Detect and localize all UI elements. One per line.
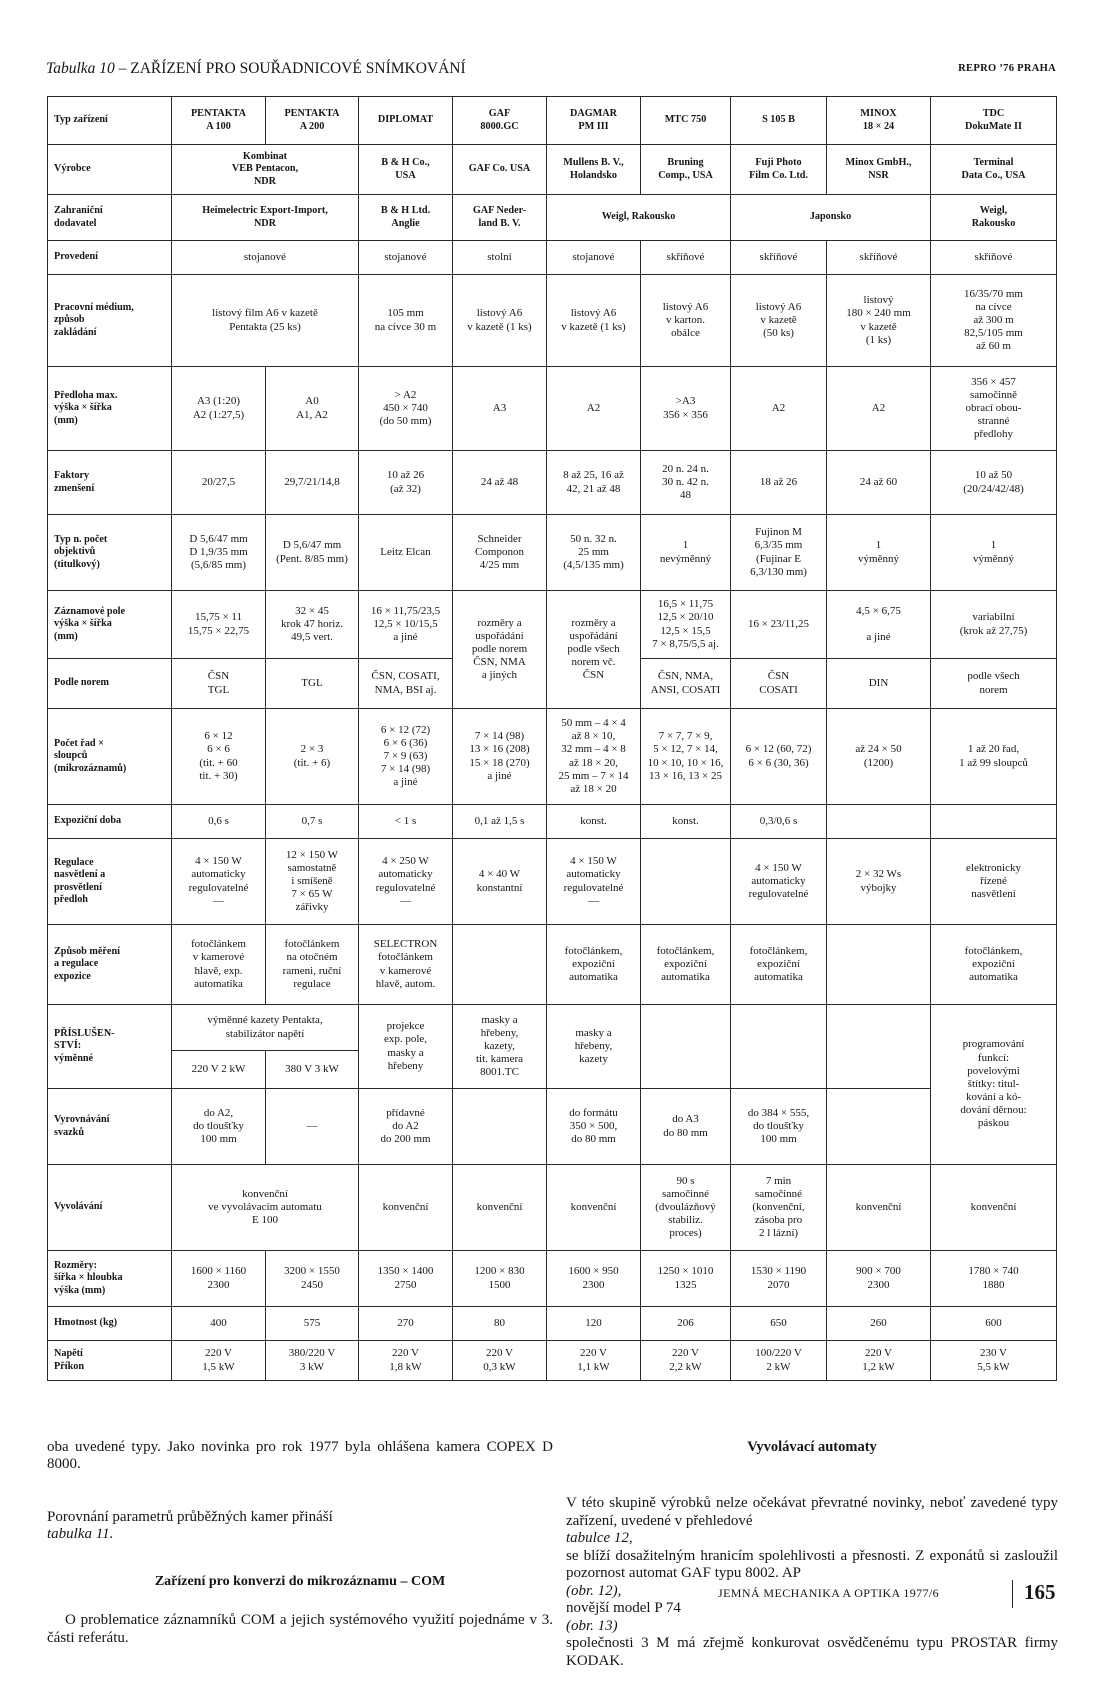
cell: 2 × 32 Ws výbojky: [827, 839, 931, 925]
cell: 3200 × 1550 2450: [266, 1251, 359, 1307]
cell: až 24 × 50 (1200): [827, 709, 931, 805]
cell: 6 × 12 (72) 6 × 6 (36) 7 × 9 (63) 7 × 14 (98) a jiné: [359, 709, 453, 805]
cell: 600: [931, 1307, 1057, 1341]
cell: variabilní (krok až 27,75): [931, 591, 1057, 659]
cell: 220 V 0,3 kW: [453, 1341, 547, 1381]
cell: skříňové: [731, 241, 827, 275]
cell: > A2 450 × 740 (do 50 mm): [359, 367, 453, 451]
cell: 2 × 3 (tit. + 6): [266, 709, 359, 805]
row-label: PŘÍSLUŠEN- STVÍ: výměnné: [48, 1005, 172, 1089]
cell: rozměry a uspořádání podle všech norem vč. ČSN: [547, 591, 641, 709]
cell: 650: [731, 1307, 827, 1341]
cell: programování funkcí: povelovými štítky: titul- kování a kó- dování děrnou: páskou: [931, 1005, 1057, 1165]
cell: 220 V 1,1 kW: [547, 1341, 641, 1381]
paragraph-text: se blíží dosažitelným hranicím spolehlivosti a přesnosti. Z exponátů si zasloužil pozornost automat GAF typu 8002. AP: [566, 1547, 1058, 1581]
paragraph: O problematice záznamníků COM a jejich systémového využití pojednáme v 3. části referátu.: [47, 1612, 553, 1646]
paragraph: [47, 1491, 553, 1544]
cell: GAF Co. USA: [453, 145, 547, 195]
row-label: Podle norem: [48, 659, 172, 709]
cell: 0,6 s: [172, 805, 266, 839]
cell: konvenční: [827, 1165, 931, 1251]
cell: do A2, do tloušťky 100 mm: [172, 1089, 266, 1165]
figure-reference: (obr. 12),: [566, 1582, 622, 1599]
cell: 270: [359, 1307, 453, 1341]
cell: konst.: [641, 805, 731, 839]
cell: 230 V 5,5 kW: [931, 1341, 1057, 1381]
cell: A2: [547, 367, 641, 451]
comparison-table: [47, 96, 1057, 1381]
cell: fotočlánkem na otočném rameni, ruční regulace: [266, 925, 359, 1005]
right-column: [566, 1421, 1058, 1688]
cell: Kombinat VEB Pentacon, NDR: [172, 145, 359, 195]
cell: listový 180 × 240 mm v kazetě (1 ks): [827, 275, 931, 367]
cell: 1 výměnný: [827, 515, 931, 591]
cell: 220 V 1,8 kW: [359, 1341, 453, 1381]
cell: 7 × 14 (98) 13 × 16 (208) 15 × 18 (270) a jiné: [453, 709, 547, 805]
cell: Minox GmbH., NSR: [827, 145, 931, 195]
cell: 4 × 250 W automaticky regulovatelné —: [359, 839, 453, 925]
row-label: Napětí Příkon: [48, 1341, 172, 1381]
cell: 220 V 2 kW: [172, 1051, 266, 1089]
row-label: Předloha max. výška × šířka (mm): [48, 367, 172, 451]
cell: D 5,6/47 mm D 1,9/35 mm (5,6/85 mm): [172, 515, 266, 591]
row-label: Typ n. počet objektivů (titulkový): [48, 515, 172, 591]
row-label: Rozměry: šířka × hloubka výška (mm): [48, 1251, 172, 1307]
cell: 1530 × 1190 2070: [731, 1251, 827, 1307]
table-reference: tabulce 12,: [566, 1530, 633, 1546]
cell: 24 až 48: [453, 451, 547, 515]
cell: ČSN, COSATI, NMA, BSI aj.: [359, 659, 453, 709]
row-label: Výrobce: [48, 145, 172, 195]
cell: konvenční: [931, 1165, 1057, 1251]
cell: rozměry a uspořádání podle norem ČSN, NMA a jiných: [453, 591, 547, 709]
row-label: Počet řad × sloupců (mikrozáznamů): [48, 709, 172, 805]
device-name: MINOX 18 × 24: [827, 97, 931, 145]
device-name: S 105 B: [731, 97, 827, 145]
cell: konvenční: [547, 1165, 641, 1251]
row-label: Hmotnost (kg): [48, 1307, 172, 1341]
cell: fotočlánkem, expoziční automatika: [641, 925, 731, 1005]
cell: 6 × 12 (60, 72) 6 × 6 (30, 36): [731, 709, 827, 805]
cell: Mullens B. V., Holandsko: [547, 145, 641, 195]
cell: Bruning Comp., USA: [641, 145, 731, 195]
paragraph-text: společnosti 3 M má zřejmě konkurovat osvědčenému typu PROSTAR firmy KODAK.: [566, 1635, 1058, 1669]
cell: 15,75 × 11 15,75 × 22,75: [172, 591, 266, 659]
cell: masky a hřebeny, kazety, tit. kamera 8001.TC: [453, 1005, 547, 1089]
cell-empty: [827, 925, 931, 1005]
cell: 1250 × 1010 1325: [641, 1251, 731, 1307]
cell: výměnné kazety Pentakta, stabilizátor napětí: [172, 1005, 359, 1051]
cell: 4 × 150 W automaticky regulovatelné —: [172, 839, 266, 925]
cell: 900 × 700 2300: [827, 1251, 931, 1307]
cell: 90 s samočinné (dvoulázňový stabiliz. proces): [641, 1165, 731, 1251]
cell: listový film A6 v kazetě Pentakta (25 ks): [172, 275, 359, 367]
cell: 1 nevýměnný: [641, 515, 731, 591]
cell: fotočlánkem, expoziční automatika: [931, 925, 1057, 1005]
cell: A3 (1:20) A2 (1:27,5): [172, 367, 266, 451]
row-label: Záznamové pole výška × šířka (mm): [48, 591, 172, 659]
cell: 0,7 s: [266, 805, 359, 839]
cell: D 5,6/47 mm (Pent. 8/85 mm): [266, 515, 359, 591]
paragraph-text: V této skupině výrobků nelze očekávat převratné novinky, neboť zavedené typy zařízení, uvedené v přehledové: [566, 1495, 1058, 1529]
cell: fotočlánkem, expoziční automatika: [731, 925, 827, 1005]
repro-credit: REPRO ’76 PRAHA: [958, 63, 1056, 74]
cell: do 384 × 555, do tloušťky 100 mm: [731, 1089, 827, 1165]
row-label: Způsob měření a regulace expozice: [48, 925, 172, 1005]
device-name: PENTAKTA A 100: [172, 97, 266, 145]
cell: 4 × 40 W konstantní: [453, 839, 547, 925]
page-number: 165: [1024, 1580, 1056, 1604]
cell: konvenční: [359, 1165, 453, 1251]
cell: ČSN COSATI: [731, 659, 827, 709]
cell: Weigl, Rakousko: [931, 195, 1057, 241]
cell: 6 × 12 6 × 6 (tit. + 60 tit. + 30): [172, 709, 266, 805]
cell: 4 × 150 W automaticky regulovatelné: [731, 839, 827, 925]
cell: 220 V 1,2 kW: [827, 1341, 931, 1381]
cell-empty: [453, 1089, 547, 1165]
cell: Weigl, Rakousko: [547, 195, 731, 241]
cell: stojanové: [547, 241, 641, 275]
cell: 7 min samočinné (konvenční, zásoba pro 2 l lázní): [731, 1165, 827, 1251]
cell: skříňové: [827, 241, 931, 275]
cell: 1600 × 1160 2300: [172, 1251, 266, 1307]
cell-empty: [641, 839, 731, 925]
journal-footer: JEMNÁ MECHANIKA A OPTIKA 1977/6: [718, 1586, 940, 1600]
cell: 8 až 25, 16 až 42, 21 až 48: [547, 451, 641, 515]
cell: 1350 × 1400 2750: [359, 1251, 453, 1307]
cell: 1 výměnný: [931, 515, 1057, 591]
cell-empty: [827, 805, 931, 839]
cell: 18 až 26: [731, 451, 827, 515]
table-reference: tabulka 11.: [47, 1526, 114, 1542]
cell: < 1 s: [359, 805, 453, 839]
paragraph-text: novější model P 74: [566, 1600, 681, 1616]
row-label: Zahraniční dodavatel: [48, 195, 172, 241]
cell: fotočlánkem, expoziční automatika: [547, 925, 641, 1005]
cell: skříňové: [641, 241, 731, 275]
paragraph: [566, 1478, 1058, 1671]
cell: 100/220 V 2 kW: [731, 1341, 827, 1381]
cell-empty: [827, 1089, 931, 1165]
cell: 0,3/0,6 s: [731, 805, 827, 839]
cell: B & H Co., USA: [359, 145, 453, 195]
cell: Terminal Data Co., USA: [931, 145, 1057, 195]
section-heading: Vyvolávací automaty: [747, 1438, 877, 1455]
cell: Leitz Elcan: [359, 515, 453, 591]
cell: 380/220 V 3 kW: [266, 1341, 359, 1381]
cell: 20/27,5: [172, 451, 266, 515]
device-name: MTC 750: [641, 97, 731, 145]
cell: 50 n. 32 n. 25 mm (4,5/135 mm): [547, 515, 641, 591]
cell: A2: [731, 367, 827, 451]
paragraph-text: Porovnání parametrů průběžných kamer přináší: [47, 1508, 333, 1525]
cell: 20 n. 24 n. 30 n. 42 n. 48: [641, 451, 731, 515]
device-name: PENTAKTA A 200: [266, 97, 359, 145]
row-label: Vyvolávání: [48, 1165, 172, 1251]
cell: 206: [641, 1307, 731, 1341]
cell: 24 až 60: [827, 451, 931, 515]
cell: fotočlánkem v kamerové hlavě, exp. automatika: [172, 925, 266, 1005]
cell: A0 A1, A2: [266, 367, 359, 451]
cell: Schneider Componon 4/25 mm: [453, 515, 547, 591]
footer-divider: [1012, 1580, 1013, 1608]
cell: skříňové: [931, 241, 1057, 275]
cell: konvenční: [453, 1165, 547, 1251]
cell: 220 V 2,2 kW: [641, 1341, 731, 1381]
cell: Heimelectric Export-Import, NDR: [172, 195, 359, 241]
cell: 1 až 20 řad, 1 až 99 sloupců: [931, 709, 1057, 805]
cell: 16 × 11,75/23,5 12,5 × 10/15,5 a jiné: [359, 591, 453, 659]
cell: 16/35/70 mm na cívce až 300 m 82,5/105 mm až 60 m: [931, 275, 1057, 367]
cell: GAF Neder- land B. V.: [453, 195, 547, 241]
cell: podle všech norem: [931, 659, 1057, 709]
device-name: DIPLOMAT: [359, 97, 453, 145]
cell: ČSN, NMA, ANSI, COSATI: [641, 659, 731, 709]
cell: 260: [827, 1307, 931, 1341]
row-label: Expoziční doba: [48, 805, 172, 839]
row-label: Regulace nasvětlení a prosvětlení předloh: [48, 839, 172, 925]
cell: 220 V 1,5 kW: [172, 1341, 266, 1381]
cell: stolní: [453, 241, 547, 275]
cell: 0,1 až 1,5 s: [453, 805, 547, 839]
row-label: Provedení: [48, 241, 172, 275]
cell: masky a hřebeny, kazety: [547, 1005, 641, 1089]
cell: 10 až 50 (20/24/42/48): [931, 451, 1057, 515]
cell: přídavné do A2 do 200 mm: [359, 1089, 453, 1165]
cell: 7 × 7, 7 × 9, 5 × 12, 7 × 14, 10 × 10, 10 × 16, 13 × 16, 13 × 25: [641, 709, 731, 805]
cell: konvenční ve vyvolávacím automatu E 100: [172, 1165, 359, 1251]
cell: A2: [827, 367, 931, 451]
paragraph: oba uvedené typy. Jako novinka pro rok 1977 byla ohlášena kamera COPEX D 8000.: [47, 1438, 553, 1472]
cell: 400: [172, 1307, 266, 1341]
device-name: GAF 8000.GC: [453, 97, 547, 145]
cell: 4,5 × 6,75 a jiné: [827, 591, 931, 659]
cell: listový A6 v kazetě (50 ks): [731, 275, 827, 367]
left-column: [47, 1421, 553, 1665]
section-heading: Zařízení pro konverzi do mikrozáznamu – COM: [154, 1574, 446, 1589]
cell-empty: [731, 1005, 827, 1089]
cell: 1780 × 740 1880: [931, 1251, 1057, 1307]
table-title: Tabulka 10 – ZAŘÍZENÍ PRO SOUŘADNICOVÉ SNÍMKOVÁNÍ: [46, 60, 466, 77]
cell: B & H Ltd. Anglie: [359, 195, 453, 241]
cell: stojanové: [172, 241, 359, 275]
cell: 120: [547, 1307, 641, 1341]
cell: listový A6 v kazetě (1 ks): [547, 275, 641, 367]
row-label: Typ zařízení: [48, 97, 172, 145]
cell-empty: [827, 1005, 931, 1089]
cell-empty: [641, 1005, 731, 1089]
cell: konst.: [547, 805, 641, 839]
cell: >A3 356 × 356: [641, 367, 731, 451]
cell: elektronicky řízené nasvětlení: [931, 839, 1057, 925]
cell: listový A6 v kazetě (1 ks): [453, 275, 547, 367]
cell: 16 × 23/11,25: [731, 591, 827, 659]
cell: 80: [453, 1307, 547, 1341]
cell: stojanové: [359, 241, 453, 275]
cell: 356 × 457 samočinně obrací obou- stranné předlohy: [931, 367, 1057, 451]
cell: Fuji Photo Film Co. Ltd.: [731, 145, 827, 195]
cell: 1200 × 830 1500: [453, 1251, 547, 1307]
cell: 32 × 45 krok 47 horiz. 49,5 vert.: [266, 591, 359, 659]
cell: A3: [453, 367, 547, 451]
cell: 50 mm – 4 × 4 až 8 × 10, 32 mm – 4 × 8 až 18 × 20, 25 mm – 7 × 14 až 18 × 20: [547, 709, 641, 805]
cell: DIN: [827, 659, 931, 709]
cell-empty: [931, 805, 1057, 839]
cell: listový A6 v karton. obálce: [641, 275, 731, 367]
cell: 575: [266, 1307, 359, 1341]
cell: ČSN TGL: [172, 659, 266, 709]
cell: SELECTRON fotočlánkem v kamerové hlavě, autom.: [359, 925, 453, 1005]
cell-empty: [453, 925, 547, 1005]
cell: 380 V 3 kW: [266, 1051, 359, 1089]
cell: 10 až 26 (až 32): [359, 451, 453, 515]
cell: do formátu 350 × 500, do 80 mm: [547, 1089, 641, 1165]
cell: TGL: [266, 659, 359, 709]
cell: 29,7/21/14,8: [266, 451, 359, 515]
device-name: TDC DokuMate II: [931, 97, 1057, 145]
cell: do A3 do 80 mm: [641, 1089, 731, 1165]
cell: 105 mm na cívce 30 m: [359, 275, 453, 367]
row-label: Faktory zmenšení: [48, 451, 172, 515]
cell: 4 × 150 W automaticky regulovatelné —: [547, 839, 641, 925]
cell: 1600 × 950 2300: [547, 1251, 641, 1307]
cell: Japonsko: [731, 195, 931, 241]
cell: —: [266, 1089, 359, 1165]
cell: 16,5 × 11,75 12,5 × 20/10 12,5 × 15,5 7 × 8,75/5,5 aj.: [641, 591, 731, 659]
cell: Fujinon M 6,3/35 mm (Fujinar E 6,3/130 mm): [731, 515, 827, 591]
row-label: Vyrovnávání svazků: [48, 1089, 172, 1165]
cell: 12 × 150 W samostatně i smíšeně 7 × 65 W zářivky: [266, 839, 359, 925]
cell: projekce exp. pole, masky a hřebeny: [359, 1005, 453, 1089]
device-name: DAGMAR PM III: [547, 97, 641, 145]
row-label: Pracovní médium, způsob zakládání: [48, 275, 172, 367]
figure-reference: (obr. 13): [566, 1617, 618, 1634]
